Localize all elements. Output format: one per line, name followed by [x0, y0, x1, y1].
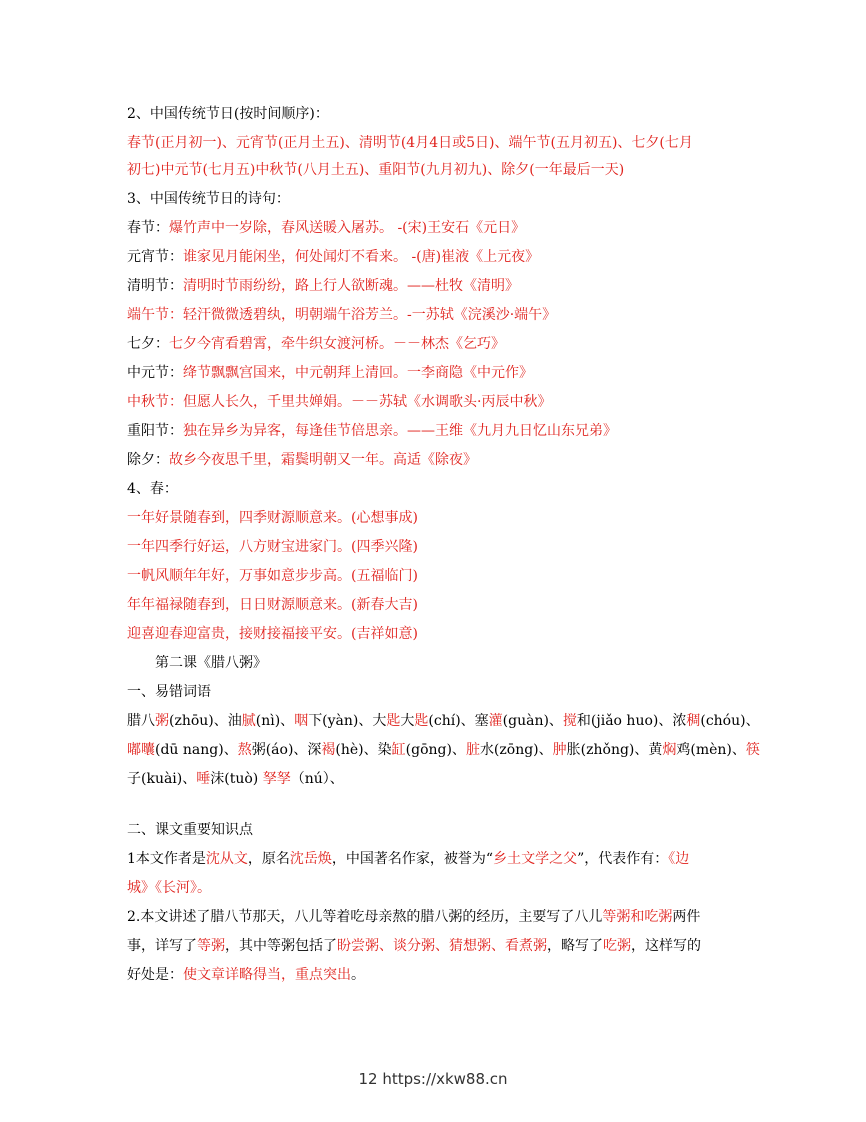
- text-line: [127, 878, 211, 898]
- text-line: [127, 104, 329, 124]
- highlighted-text: 粥: [155, 713, 169, 729]
- text-segment: 大: [400, 713, 415, 729]
- text-segment: 清明节：: [127, 278, 183, 294]
- text-segment: 一、易错词语: [127, 684, 211, 700]
- highlighted-text: 唾: [196, 771, 211, 787]
- highlighted-text: 端午节：轻汗微微透碧纨，明朝端午浴芳兰。-一苏轼《浣溪沙·端午》: [127, 307, 557, 323]
- text-segment: 鸡(mèn)、: [676, 742, 746, 758]
- highlighted-text: 缸: [391, 742, 406, 758]
- text-line: [127, 508, 418, 528]
- text-segment: 元宵节：: [127, 249, 183, 265]
- highlighted-text: 匙: [386, 713, 401, 729]
- highlighted-text: 脏: [465, 742, 480, 758]
- highlighted-text: 一年好景随春到，四季财源顺意来。(心想事成): [127, 510, 418, 526]
- text-segment: (guàn)、: [502, 713, 563, 729]
- highlighted-text: 绛节飘飘宫国来，中元朝拜上清回。一李商隐《中元作》: [183, 365, 533, 381]
- text-segment: (nì)、: [255, 713, 295, 729]
- text-line: [127, 907, 700, 927]
- text-segment: 好处是：: [127, 967, 183, 983]
- text-line: [127, 218, 525, 238]
- text-segment: ，原名: [247, 851, 290, 867]
- highlighted-text: 沈从文: [205, 851, 248, 867]
- text-segment: 中元节：: [127, 365, 183, 381]
- text-segment: 2.本文讲述了腊八节那天，八儿等着吃母亲熬的腊八粥的经历，主要写了八儿: [127, 909, 603, 925]
- text-segment: 和(jiǎo huo)、浓: [576, 713, 687, 729]
- text-line: [127, 682, 211, 702]
- highlighted-text: 嘟囔: [127, 742, 155, 758]
- highlighted-text: 等粥: [197, 938, 225, 954]
- text-line: [127, 820, 253, 840]
- text-segment: 重阳节：: [127, 423, 183, 439]
- highlighted-text: 孥孥: [262, 771, 291, 787]
- highlighted-text: 吃粥: [603, 938, 631, 954]
- text-line: [127, 421, 617, 441]
- text-line: [127, 392, 551, 412]
- text-segment: 子(kuài)、: [127, 771, 197, 787]
- highlighted-text: 等粥和吃粥: [602, 909, 673, 925]
- text-segment: ，这样写的: [631, 938, 701, 954]
- text-segment: 除夕：: [127, 452, 169, 468]
- text-segment: 1本文作者是: [127, 851, 206, 867]
- highlighted-text: 初七)中元节(七月五)中秋节(八月土五)、重阳节(九月初九)、除夕(一年最后一天): [127, 162, 625, 178]
- highlighted-text: 故乡今夜思千里，霜鬓明朝又一年。高适《除夜》: [169, 452, 477, 468]
- text-line: [127, 276, 519, 296]
- highlighted-text: 春节(正月初一)、元宵节(正月土五)、清明节(4月4日或5日)、端午节(五月初五)、七夕(七月: [127, 135, 693, 151]
- text-line: [127, 849, 689, 869]
- text-segment: 春节：: [127, 220, 169, 236]
- text-line: [127, 363, 533, 383]
- highlighted-text: 熬: [237, 742, 252, 758]
- highlighted-text: 肿: [552, 742, 567, 758]
- text-segment: 。: [351, 967, 365, 983]
- highlighted-text: 独在异乡为异客，每逢佳节倍思亲。——王维《九月九日忆山东兄弟》: [183, 423, 617, 439]
- text-segment: (dū nang)、: [155, 742, 238, 758]
- highlighted-text: 乡土文学之父: [493, 851, 578, 867]
- text-segment: 胀(zhǒng)、黄: [566, 742, 663, 758]
- highlighted-text: 迎喜迎春迎富贵，接财接福接平安。(吉祥如意): [127, 626, 418, 642]
- text-segment: (chóu)、: [700, 713, 760, 729]
- highlighted-text: 灌: [488, 713, 503, 729]
- highlighted-text: 咽: [294, 713, 309, 729]
- highlighted-text: 盼尝粥、谈分粥、猜想粥、看煮粥: [337, 938, 547, 954]
- text-segment: 粥(áo)、深: [251, 742, 322, 758]
- highlighted-text: 使文章详略得当，重点突出: [183, 967, 351, 983]
- text-segment: 沫(tuò): [210, 771, 263, 787]
- highlighted-text: 匙: [414, 713, 429, 729]
- highlighted-text: 腻: [241, 713, 256, 729]
- text-line: [127, 334, 505, 354]
- text-segment: （nú）、: [290, 771, 344, 787]
- highlighted-text: 《边: [668, 851, 690, 867]
- text-line: [127, 247, 539, 267]
- highlighted-text: 稠: [686, 713, 701, 729]
- highlighted-text: 一帆风顺年年好，万事如意步步高。(五福临门): [127, 568, 418, 584]
- text-segment: 事，详写了: [127, 938, 197, 954]
- text-segment: 3、中国传统节日的诗句：: [127, 191, 290, 207]
- text-segment: (zhōu)、油: [169, 713, 242, 729]
- text-line: [127, 537, 418, 557]
- highlighted-text: 褐: [321, 742, 336, 758]
- text-segment: 腊八: [127, 713, 155, 729]
- text-line: [127, 305, 556, 325]
- text-segment: 4、春：: [127, 481, 178, 497]
- text-line: [127, 740, 760, 760]
- highlighted-text: 清明时节雨纷纷，路上行人欲断魂。——杜牧《清明》: [183, 278, 519, 294]
- highlighted-text: 沈岳焕: [289, 851, 332, 867]
- text-segment: (hè)、染: [335, 742, 392, 758]
- highlighted-text: 中秋节：但愿人长久，千里共婵娟。－－苏轼《水调歌头·丙辰中秋》: [127, 394, 552, 410]
- highlighted-text: 七夕今宵看碧霄，牵牛织女渡河桥。－－林杰《乞巧》: [169, 336, 505, 352]
- text-line: [127, 965, 365, 985]
- text-line: [127, 624, 418, 644]
- page-number: 12: [358, 1070, 378, 1088]
- text-segment: ”，代表作有：: [577, 851, 669, 867]
- text-line: [127, 653, 267, 673]
- text-segment: 两件: [672, 909, 701, 925]
- text-segment: 七夕：: [127, 336, 169, 352]
- text-line: [127, 479, 178, 499]
- text-segment: 2、中国传统节日(按时间顺序)：: [127, 106, 329, 122]
- text-line: [127, 595, 418, 615]
- text-segment: 下(yàn)、大: [308, 713, 387, 729]
- text-line: [127, 936, 701, 956]
- highlighted-text: 焖: [662, 742, 677, 758]
- text-line: [127, 133, 693, 153]
- highlighted-text: 搅: [562, 713, 577, 729]
- text-line: [127, 189, 290, 209]
- text-segment: 二、课文重要知识点: [127, 822, 253, 838]
- text-segment: ，其中等粥包括了: [225, 938, 337, 954]
- text-line: [127, 160, 624, 180]
- highlighted-text: 谁家见月能闲坐，何处闻灯不看来。 -(唐)崔液《上元夜》: [183, 249, 540, 265]
- highlighted-text: 年年福禄随春到，日日财源顺意来。(新春大吉): [127, 597, 418, 613]
- highlighted-text: 筷: [745, 742, 760, 758]
- text-line: [127, 450, 477, 470]
- text-line: [127, 566, 418, 586]
- highlighted-text: 一年四季行好运，八方财宝进家门。(四季兴隆): [127, 539, 418, 555]
- text-segment: 水(zōng)、: [479, 742, 553, 758]
- text-segment: (chí)、塞: [428, 713, 489, 729]
- highlighted-text: 爆竹声中一岁除，春风送暖入屠苏。 -(宋)王安石《元日》: [169, 220, 526, 236]
- text-segment: 第二课《腊八粥》: [127, 655, 267, 671]
- text-line: [127, 711, 760, 731]
- footer-site-url: https://xkw88.cn: [382, 1070, 508, 1088]
- text-segment: ，略写了: [547, 938, 603, 954]
- text-segment: ，中国著名作家，被誉为“: [331, 851, 494, 867]
- text-line: [127, 769, 344, 789]
- text-segment: (gōng)、: [405, 742, 466, 758]
- page-footer: [0, 1070, 866, 1088]
- highlighted-text: 城》《长河》。: [127, 880, 211, 896]
